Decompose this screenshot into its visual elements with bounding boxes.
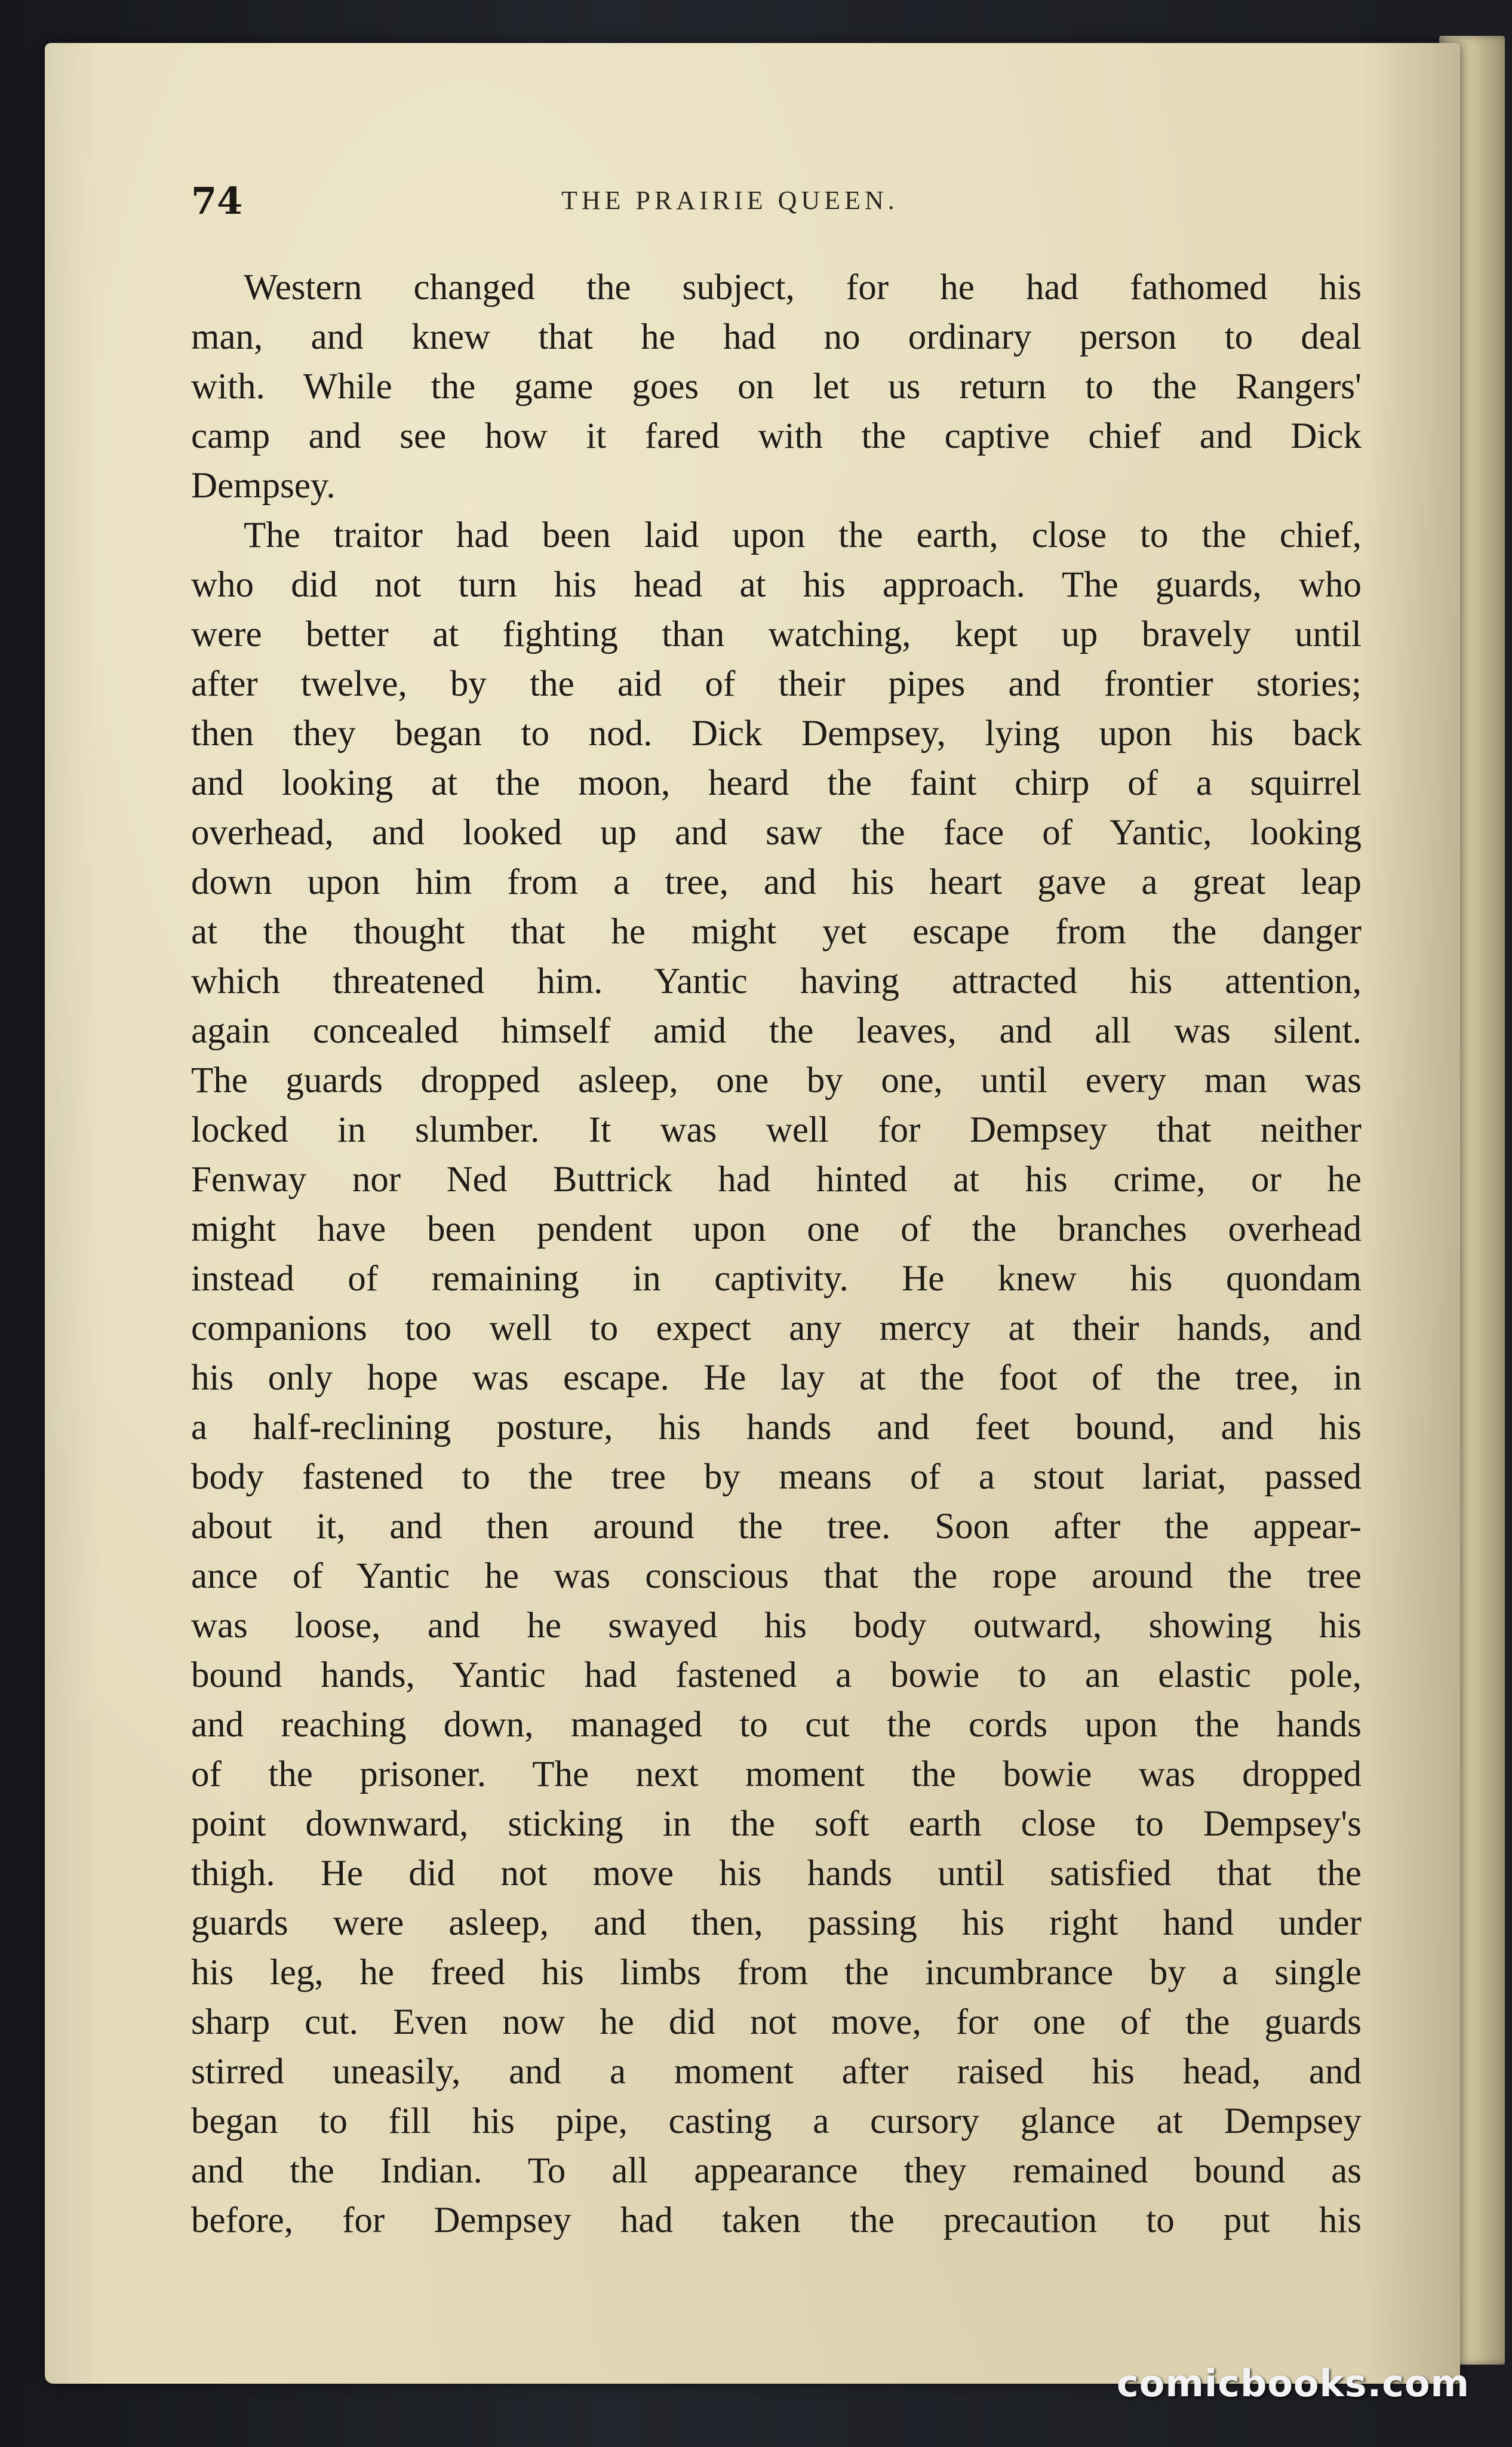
text-line: sharp cut. Even now he did not move, for one of the guards (191, 2002, 1362, 2042)
text-line: The traitor had been laid upon the earth, close to the chief, (244, 515, 1362, 555)
running-head (191, 179, 1379, 227)
text-line: again concealed himself amid the leaves, and all was silent. (191, 1011, 1362, 1051)
text-line: companions too well to expect any mercy at their hands, and (191, 1308, 1362, 1348)
text-line: body fastened to the tree by means of a stout lariat, passed (191, 1457, 1362, 1497)
text-line: at the thought that he might yet escape from the danger (191, 912, 1362, 952)
text-line: camp and see how it fared with the captive chief and Dick (191, 416, 1362, 456)
text-line: guards were asleep, and then, passing his right hand under (191, 1903, 1362, 1943)
page-number: 74 (191, 179, 243, 223)
text-line: and reaching down, managed to cut the cords upon the hands (191, 1705, 1362, 1745)
text-line: overhead, and looked up and saw the face of Yantic, looking (191, 813, 1362, 853)
text-line: then they began to nod. Dick Dempsey, lying upon his back (191, 714, 1362, 754)
text-line: and the Indian. To all appearance they remained bound as (191, 2151, 1362, 2191)
text-line: instead of remaining in captivity. He knew his quondam (191, 1259, 1362, 1299)
text-line: which threatened him. Yantic having attracted his attention, (191, 961, 1362, 1001)
text-line: thigh. He did not move his hands until satisfied that the (191, 1853, 1362, 1893)
text-line: Fenway nor Ned Buttrick had hinted at his crime, or he (191, 1160, 1362, 1200)
text-line: were better at fighting than watching, kept up bravely until (191, 614, 1362, 654)
text-line: locked in slumber. It was well for Dempsey that neither (191, 1110, 1362, 1150)
running-title: THE PRAIRIE QUEEN. (561, 186, 899, 215)
text-line: Dempsey. (191, 466, 336, 506)
text-line: point downward, sticking in the soft earth close to Dempsey's (191, 1804, 1362, 1844)
text-line: about it, and then around the tree. Soon after the appear- (191, 1507, 1362, 1547)
body-text (191, 263, 1362, 2245)
text-line: and looking at the moon, heard the faint chirp of a squirrel (191, 763, 1362, 803)
text-line: of the prisoner. The next moment the bowie was dropped (191, 1754, 1362, 1794)
text-line: might have been pendent upon one of the branches overhead (191, 1209, 1362, 1249)
text-line: man, and knew that he had no ordinary person to deal (191, 317, 1362, 357)
text-line: was loose, and he swayed his body outward, showing his (191, 1606, 1362, 1646)
text-line: began to fill his pipe, casting a cursory glance at Dempsey (191, 2101, 1362, 2141)
site-watermark: comicbooks.com (1117, 2362, 1470, 2405)
text-line: a half-reclining posture, his hands and feet bound, and his (191, 1407, 1362, 1447)
text-line: ance of Yantic he was conscious that the rope around the tree (191, 1556, 1362, 1596)
text-line: before, for Dempsey had taken the precaution to put his (191, 2200, 1362, 2240)
text-line: stirred uneasily, and a moment after raised his head, and (191, 2052, 1362, 2092)
text-line: down upon him from a tree, and his heart gave a great leap (191, 862, 1362, 902)
text-line: his leg, he freed his limbs from the incumbrance by a single (191, 1953, 1362, 1993)
text-line: who did not turn his head at his approach. The guards, who (191, 565, 1362, 605)
text-line: The guards dropped asleep, one by one, until every man was (191, 1060, 1362, 1100)
text-line: after twelve, by the aid of their pipes and frontier stories; (191, 664, 1362, 704)
text-line: his only hope was escape. He lay at the foot of the tree, in (191, 1358, 1362, 1398)
text-line: with. While the game goes on let us return to the Rangers' (191, 367, 1362, 407)
text-line: bound hands, Yantic had fastened a bowie to an elastic pole, (191, 1655, 1362, 1695)
text-line: Western changed the subject, for he had fathomed his (244, 268, 1362, 308)
